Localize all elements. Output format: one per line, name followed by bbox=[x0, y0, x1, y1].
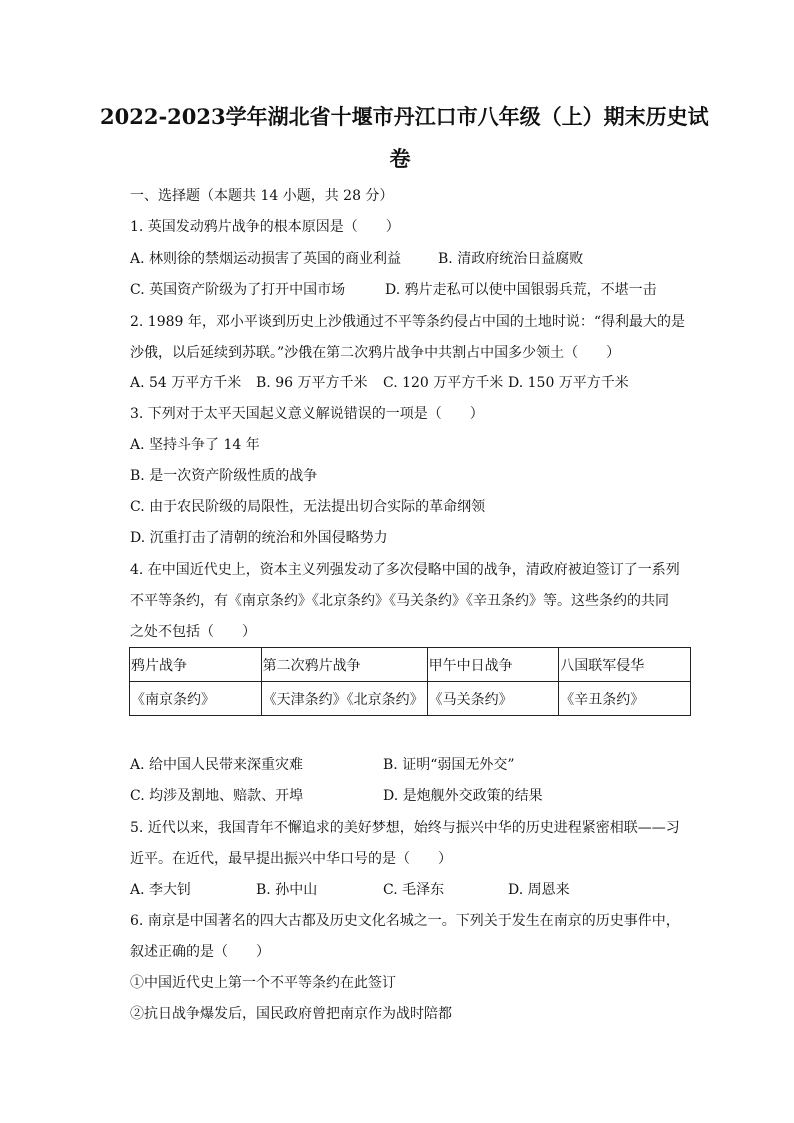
table-cell: 《南京条约》 bbox=[130, 682, 262, 716]
question-4-option-c: C. 均涉及割地、赔款、开埠 bbox=[130, 788, 304, 804]
table-cell: 《辛丑条约》 bbox=[559, 682, 691, 716]
question-3-option-b: B. 是一次资产阶级性质的战争 bbox=[130, 468, 318, 484]
question-2-stem-line1: 2. 1989 年，邓小平谈到历史上沙俄通过不平等条约侵占中国的土地时说：“得利最大的是 bbox=[130, 314, 686, 330]
question-2-stem-line2: 沙俄，以后延续到苏联。”沙俄在第二次鸦片战争中共割占中国多少领土（ ） bbox=[130, 345, 621, 361]
question-1-stem: 1. 英国发动鸦片战争的根本原因是（ ） bbox=[130, 219, 400, 235]
question-1-option-a: A. 林则徐的禁烟运动损害了英国的商业利益 bbox=[130, 251, 402, 267]
question-2-option-b: B. 96 万平方千米 bbox=[256, 375, 368, 391]
question-5-option-c: C. 毛泽东 bbox=[383, 882, 445, 898]
question-4-stem-line2: 不平等条约，有《南京条约》《北京条约》《马关条约》《辛丑条约》等。这些条约的共同 bbox=[130, 593, 669, 609]
treaty-table bbox=[129, 647, 691, 716]
question-5-stem-line1: 5. 近代以来，我国青年不懈追求的美好梦想，始终与振兴中华的历史进程紧密相联——习 bbox=[130, 820, 680, 836]
question-3-option-d: D. 沉重打击了清朝的统治和外国侵略势力 bbox=[130, 530, 388, 546]
question-4-option-d: D. 是炮舰外交政策的结果 bbox=[383, 788, 543, 804]
table-row bbox=[130, 682, 691, 716]
table-header-cell: 鸦片战争 bbox=[130, 648, 262, 682]
table-header-cell: 八国联军侵华 bbox=[559, 648, 691, 682]
table-header-cell: 第二次鸦片战争 bbox=[261, 648, 427, 682]
question-2-option-d: D. 150 万平方千米 bbox=[508, 375, 629, 391]
question-4-stem-line3: 之处不包括（ ） bbox=[130, 624, 256, 640]
question-5-stem-line2: 近平。在近代，最早提出振兴中华口号的是（ ） bbox=[130, 851, 452, 867]
question-3-option-a: A. 坚持斗争了 14 年 bbox=[130, 437, 260, 453]
question-6-item-2: ②抗日战争爆发后，国民政府曾把南京作为战时陪都 bbox=[130, 1006, 452, 1022]
question-6-stem-line2: 叙述正确的是（ ） bbox=[130, 944, 270, 960]
question-6-stem-line1: 6. 南京是中国著名的四大古都及历史文化名城之一。下列关于发生在南京的历史事件中， bbox=[130, 913, 680, 929]
question-4-option-b: B. 证明“弱国无外交” bbox=[383, 757, 515, 773]
page-title-line2: 卷 bbox=[389, 146, 411, 171]
question-1-option-d: D. 鸦片走私可以使中国银弱兵荒，不堪一击 bbox=[385, 282, 657, 298]
question-6-item-1: ①中国近代史上第一个不平等条约在此签订 bbox=[130, 975, 396, 991]
table-cell: 《马关条约》 bbox=[427, 682, 559, 716]
question-3-stem: 3. 下列对于太平天国起义意义解说错误的一项是（ ） bbox=[130, 406, 484, 422]
question-4-stem-line1: 4. 在中国近代史上，资本主义列强发动了多次侵略中国的战争，清政府被迫签订了一系列 bbox=[130, 562, 680, 578]
question-3-option-c: C. 由于农民阶级的局限性，无法提出切合实际的革命纲领 bbox=[130, 499, 486, 515]
question-4-option-a: A. 给中国人民带来深重灾难 bbox=[130, 757, 304, 773]
question-1-option-c: C. 英国资产阶级为了打开中国市场 bbox=[130, 282, 346, 298]
question-2-option-c: C. 120 万平方千米 bbox=[383, 375, 504, 391]
section-heading: 一、选择题（本题共 14 小题，共 28 分） bbox=[130, 188, 394, 204]
question-1-option-b: B. 清政府统治日益腐败 bbox=[438, 251, 584, 267]
question-5-option-b: B. 孙中山 bbox=[256, 882, 318, 898]
question-5-option-a: A. 李大钊 bbox=[130, 882, 192, 898]
table-cell: 《天津条约》《北京条约》 bbox=[261, 682, 427, 716]
question-5-option-d: D. 周恩来 bbox=[508, 882, 570, 898]
question-2-option-a: A. 54 万平方千米 bbox=[130, 375, 242, 391]
table-header-cell: 甲午中日战争 bbox=[427, 648, 559, 682]
page-title-line1: 2022-2023学年湖北省十堰市丹江口市八年级（上）期末历史试 bbox=[100, 104, 709, 129]
table-row bbox=[130, 648, 691, 682]
